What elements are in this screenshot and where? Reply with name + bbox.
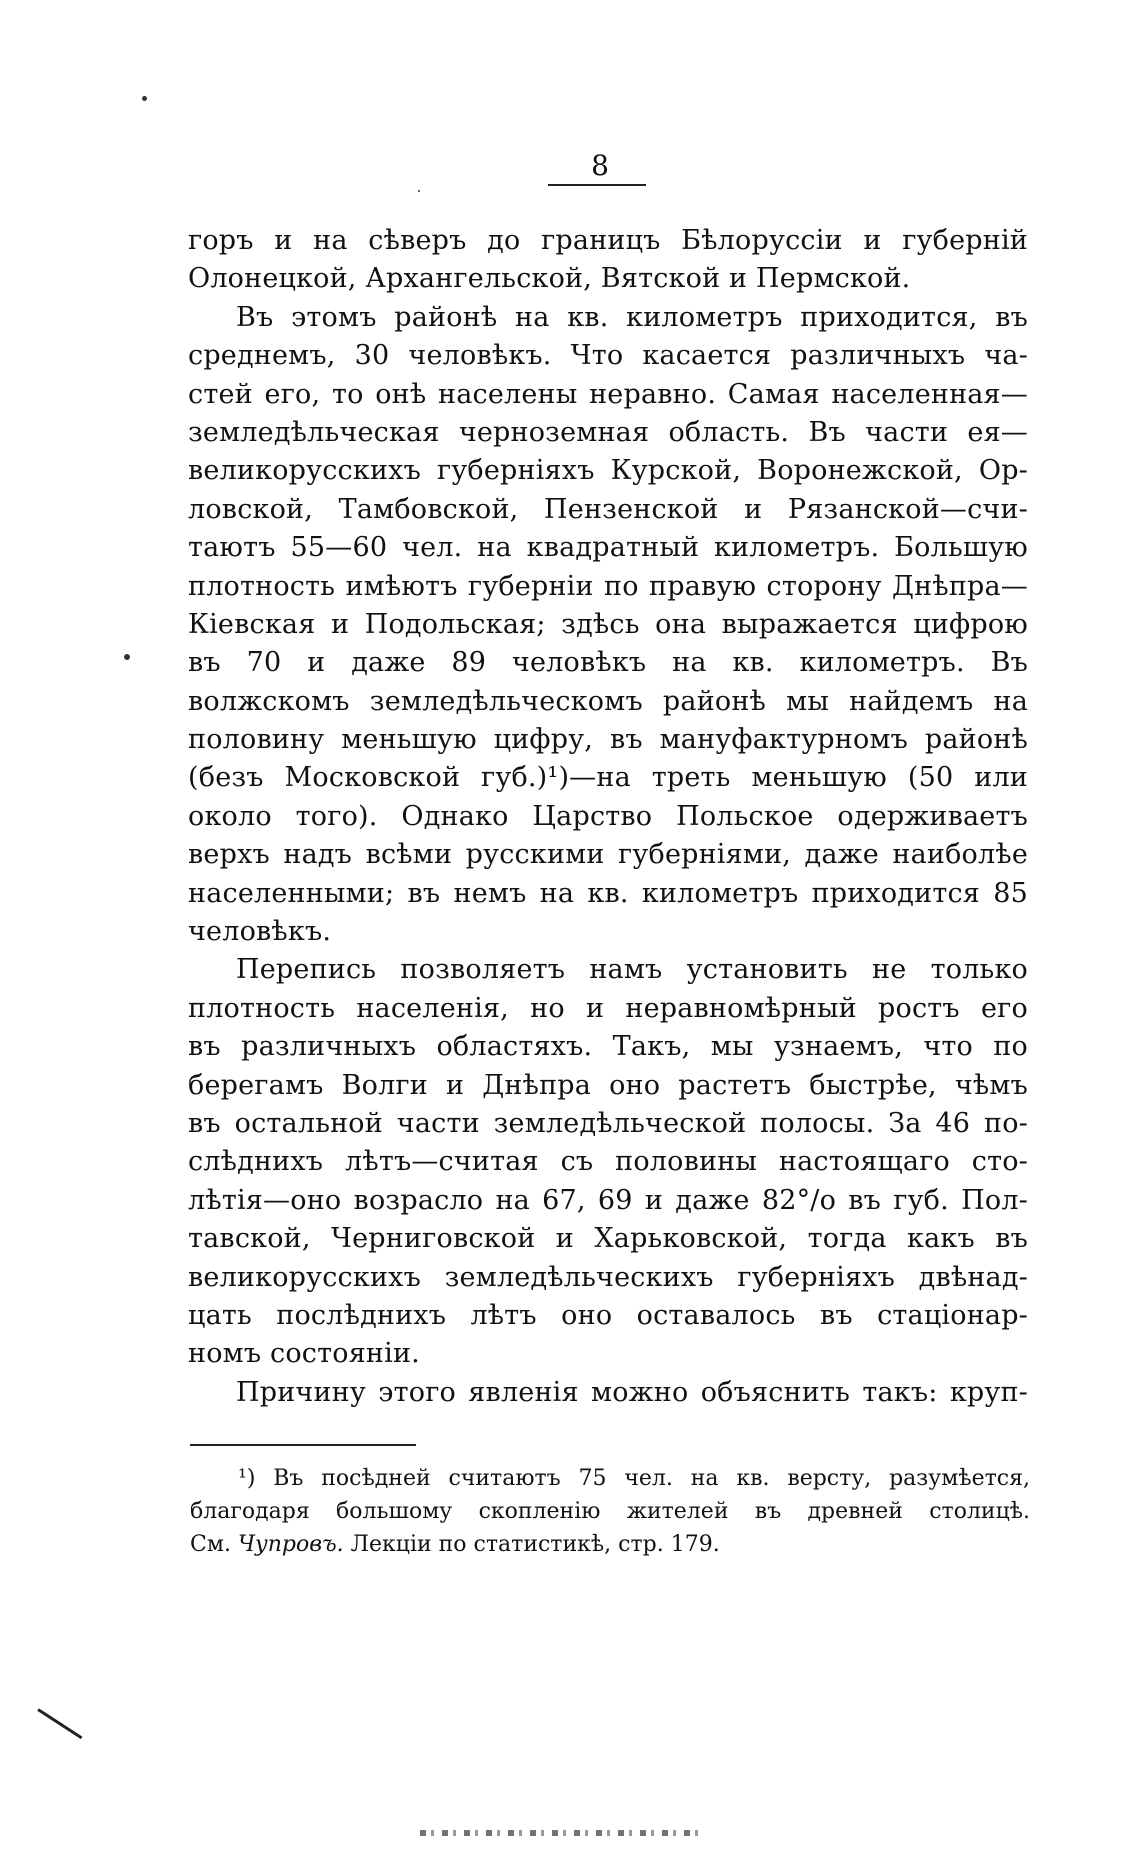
body-text — [188, 222, 1028, 1412]
text-line: Кіевская и Подольская; здѣсь она выражается цифрою — [188, 608, 1028, 640]
text-line: Перепись позволяетъ намъ установить не только — [236, 954, 1028, 986]
footnote — [190, 1462, 1030, 1561]
page-number: 8 — [591, 149, 609, 182]
text-line: слѣднихъ лѣтъ—считая съ половины настоящаго сто- — [188, 1146, 1028, 1178]
text-line: Въ этомъ районѣ на кв. километръ приходится, въ — [236, 301, 1028, 333]
text-line: человѣкъ. — [188, 916, 332, 948]
text-line: населенными; въ немъ на кв. километръ приходится 85 — [188, 877, 1028, 909]
text-line: стей его, то онѣ населены неравно. Самая населенная— — [188, 378, 1028, 410]
footnote-reference: Лекціи по статистикѣ, стр. 179. — [343, 1532, 720, 1557]
text-line: въ 70 и даже 89 человѣкъ на кв. километръ. Въ — [188, 647, 1028, 679]
text-line: половину меньшую цифру, въ мануфактурномъ районѣ — [188, 724, 1028, 756]
scan-speck — [142, 96, 147, 101]
footnote-line: ¹) Въ посѣдней считаютъ 75 чел. на кв. версту, разумѣется, — [238, 1466, 1030, 1491]
text-line: номъ состояніи. — [188, 1338, 420, 1370]
footnote-rule — [190, 1444, 416, 1446]
footnote-line — [190, 1528, 1030, 1561]
footnote-line: благодаря большому скопленію жителей въ древней столицѣ. — [190, 1499, 1030, 1524]
text-line: верхъ надъ всѣми русскими губерніями, даже наиболѣе — [188, 839, 1028, 871]
text-line: волжскомъ земледѣльческомъ районѣ мы найдемъ на — [188, 685, 1028, 717]
text-line: (безъ Московской губ.)¹)—на треть меньшую (50 или — [188, 762, 1028, 794]
scan-mark — [37, 1708, 82, 1739]
text-line: въ различныхъ областяхъ. Такъ, мы узнаемъ, что по — [188, 1031, 1028, 1063]
text-line: таютъ 55—60 чел. на квадратный километръ. Большую — [188, 532, 1028, 564]
text-line: плотность имѣютъ губерніи по правую сторону Днѣпра— — [188, 570, 1028, 602]
text-line: горъ и на сѣверъ до границъ Бѣлоруссіи и губерній — [188, 225, 1028, 256]
text-line: великорусскихъ губерніяхъ Курской, Воронежской, Ор- — [188, 455, 1028, 487]
footnote-author: Чупровъ. — [237, 1532, 344, 1557]
text-line: великорусскихъ земледѣльческихъ губерніяхъ двѣнад- — [188, 1261, 1028, 1293]
footnote-prefix: См. — [190, 1532, 238, 1557]
text-line: плотность населенія, но и неравномѣрный ростъ его — [188, 992, 1028, 1024]
text-line: земледѣльческая черноземная область. Въ части ея— — [188, 416, 1028, 448]
page-number-rule — [548, 184, 646, 186]
scan-speck — [418, 190, 420, 192]
scan-smudge — [420, 1830, 700, 1836]
text-line: Причину этого явленія можно объяснить такъ: круп- — [236, 1376, 1028, 1408]
text-line: берегамъ Волги и Днѣпра оно растетъ быстрѣе, чѣмъ — [188, 1069, 1028, 1101]
text-line: въ остальной части земледѣльческой полосы. За 46 по- — [188, 1107, 1028, 1139]
text-line: Олонецкой, Архангельской, Вятской и Пермской. — [188, 263, 911, 295]
text-line: тавской, Черниговской и Харьковской, тогда какъ въ — [188, 1223, 1028, 1255]
text-line: среднемъ, 30 человѣкъ. Что касается различныхъ ча- — [188, 340, 1028, 372]
text-line: около того). Однако Царство Польское одерживаетъ — [188, 800, 1028, 832]
scan-speck — [124, 654, 130, 660]
text-line: цать послѣднихъ лѣтъ оно оставалось въ стаціонар- — [188, 1299, 1028, 1331]
text-line: лѣтія—оно возрасло на 67, 69 и даже 82°/о въ губ. Пол- — [188, 1184, 1028, 1216]
text-line: ловской, Тамбовской, Пензенской и Рязанской—счи- — [188, 493, 1028, 525]
